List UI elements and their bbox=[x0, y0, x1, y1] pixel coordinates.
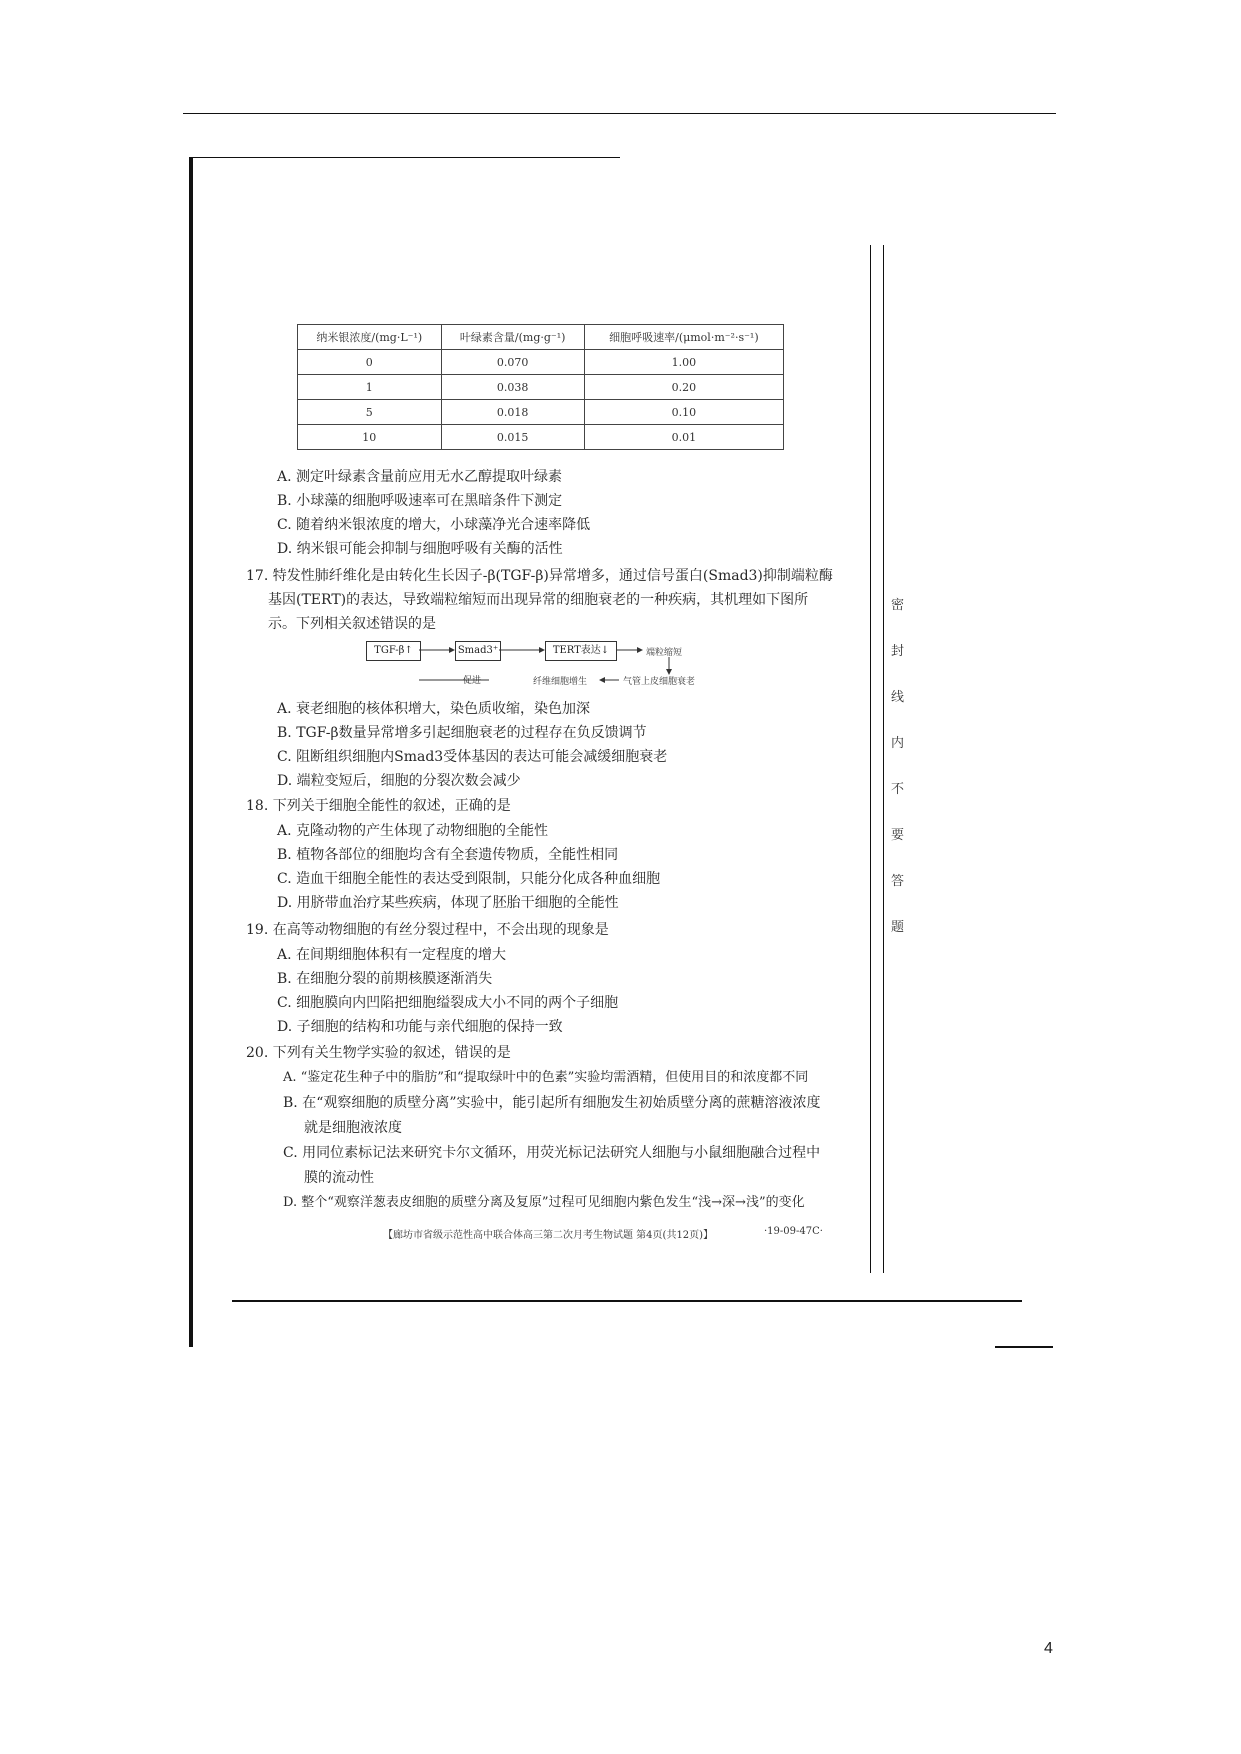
table-header-cell: 细胞呼吸速率/(μmol·m⁻²·s⁻¹) bbox=[584, 325, 783, 350]
page-number: 4 bbox=[1044, 1640, 1053, 1657]
table-row bbox=[298, 375, 784, 400]
diagram-box-tgf: TGF-β↑ bbox=[366, 641, 421, 661]
q18-option-a: A. 克隆动物的产生体现了动物细胞的全能性 bbox=[277, 823, 549, 839]
q19-option-d: D. 子细胞的结构和功能与亲代细胞的保持一致 bbox=[277, 1019, 563, 1035]
table-cell: 0.038 bbox=[441, 375, 584, 400]
table-cell: 1 bbox=[298, 375, 442, 400]
table-cell: 10 bbox=[298, 425, 442, 450]
table-cell: 0 bbox=[298, 350, 442, 375]
frame-left-border bbox=[189, 157, 193, 1347]
frame-top-border bbox=[193, 157, 620, 158]
exam-footer-code: ·19-09-47C· bbox=[764, 1226, 823, 1237]
q18-option-c: C. 造血干细胞全能性的表达受到限制，只能分化成各种血细胞 bbox=[277, 871, 661, 887]
table-header-cell: 纳米银浓度/(mg·L⁻¹) bbox=[298, 325, 442, 350]
q16-option-a: A. 测定叶绿素含量前应用无水乙醇提取叶绿素 bbox=[277, 469, 563, 485]
table-cell: 0.01 bbox=[584, 425, 783, 450]
q17-stem-line-3: 示。下列相关叙述错误的是 bbox=[268, 616, 436, 632]
side-char: 不 bbox=[891, 782, 905, 797]
side-char: 封 bbox=[891, 644, 905, 659]
diagram-box-smad3: Smad3⁺ bbox=[455, 641, 501, 661]
q20-option-b: B. 在“观察细胞的质壁分离”实验中，能引起所有细胞发生初始质壁分离的蔗糖溶液浓度 bbox=[283, 1095, 821, 1111]
top-rule bbox=[183, 113, 1056, 114]
table-cell: 5 bbox=[298, 400, 442, 425]
q19-stem: 19. 在高等动物细胞的有丝分裂过程中，不会出现的现象是 bbox=[246, 922, 609, 938]
q19-option-a: A. 在间期细胞体积有一定程度的增大 bbox=[277, 947, 507, 963]
table-header-cell: 叶绿素含量/(mg·g⁻¹) bbox=[441, 325, 584, 350]
side-char: 线 bbox=[891, 690, 905, 705]
side-char: 题 bbox=[891, 920, 905, 935]
q19-option-b: B. 在细胞分裂的前期核膜逐渐消失 bbox=[277, 971, 493, 987]
table-cell: 0.070 bbox=[441, 350, 584, 375]
q16-option-c: C. 随着纳米银浓度的增大，小球藻净光合速率降低 bbox=[277, 517, 591, 533]
frame-right-line-2 bbox=[883, 245, 884, 1273]
table-cell: 0.018 bbox=[441, 400, 584, 425]
bottom-right-dash bbox=[995, 1346, 1053, 1348]
q17-option-b: B. TGF-β数量异常增多引起细胞衰老的过程存在负反馈调节 bbox=[277, 725, 647, 741]
q17-stem-line-1: 17. 特发性肺纤维化是由转化生长因子-β(TGF-β)异常增多，通过信号蛋白(Smad3)抑制端粒酶 bbox=[246, 568, 833, 584]
diagram-fibroblast-proliferation: 纤维细胞增生 bbox=[533, 677, 588, 687]
q19-option-c: C. 细胞膜向内凹陷把细胞缢裂成大小不同的两个子细胞 bbox=[277, 995, 619, 1011]
q20-option-c-cont: 膜的流动性 bbox=[304, 1170, 374, 1186]
table-header-row bbox=[298, 325, 784, 350]
diagram-promote-label: 促进 bbox=[463, 676, 482, 686]
exam-footer: 【廊坊市省级示范性高中联合体高三第二次月考生物试题 第4页(共12页)】 bbox=[383, 1230, 714, 1241]
table-cell: 0.015 bbox=[441, 425, 584, 450]
diagram-box-tert: TERT表达↓ bbox=[545, 641, 617, 661]
table-row bbox=[298, 350, 784, 375]
side-char: 内 bbox=[891, 736, 905, 751]
q17-option-c: C. 阻断组织细胞内Smad3受体基因的表达可能会减缓细胞衰老 bbox=[277, 749, 668, 765]
table-cell: 0.10 bbox=[584, 400, 783, 425]
side-char: 要 bbox=[891, 828, 905, 843]
q17-option-a: A. 衰老细胞的核体积增大，染色质收缩，染色加深 bbox=[277, 701, 591, 717]
frame-right-line-1 bbox=[870, 245, 871, 1273]
table-cell: 1.00 bbox=[584, 350, 783, 375]
diagram-epithelial-senescence: 气管上皮细胞衰老 bbox=[623, 677, 696, 687]
q20-option-b-cont: 就是细胞液浓度 bbox=[304, 1120, 402, 1136]
q17-stem-line-2: 基因(TERT)的表达，导致端粒缩短而出现异常的细胞衰老的一种疾病，其机理如下图所 bbox=[268, 592, 809, 608]
q20-stem: 20. 下列有关生物学实验的叙述，错误的是 bbox=[246, 1045, 511, 1061]
side-char: 密 bbox=[891, 598, 905, 613]
nano-silver-table bbox=[297, 324, 784, 450]
q20-option-c: C. 用同位素标记法来研究卡尔文循环，用荧光标记法研究人细胞与小鼠细胞融合过程中 bbox=[283, 1145, 821, 1161]
q16-option-d: D. 纳米银可能会抑制与细胞呼吸有关酶的活性 bbox=[277, 541, 563, 557]
q17-option-d: D. 端粒变短后，细胞的分裂次数会减少 bbox=[277, 773, 521, 789]
frame-bottom-rule bbox=[232, 1300, 1022, 1302]
q20-option-a: A. “鉴定花生种子中的脂肪”和“提取绿叶中的色素”实验均需酒精，但使用目的和浓度都不同 bbox=[283, 1070, 809, 1085]
q18-option-d: D. 用脐带血治疗某些疾病，体现了胚胎干细胞的全能性 bbox=[277, 895, 619, 911]
q16-option-b: B. 小球藻的细胞呼吸速率可在黑暗条件下测定 bbox=[277, 493, 563, 509]
table-row bbox=[298, 425, 784, 450]
q18-stem: 18. 下列关于细胞全能性的叙述，正确的是 bbox=[246, 798, 511, 814]
q18-option-b: B. 植物各部位的细胞均含有全套遗传物质，全能性相同 bbox=[277, 847, 619, 863]
side-char: 答 bbox=[891, 874, 905, 889]
table-row bbox=[298, 400, 784, 425]
q20-option-d: D. 整个“观察洋葱表皮细胞的质壁分离及复原”过程可见细胞内紫色发生“浅→深→浅”的变化 bbox=[283, 1195, 805, 1210]
diagram-telomere-shortening: 端粒缩短 bbox=[646, 648, 683, 658]
table-cell: 0.20 bbox=[584, 375, 783, 400]
